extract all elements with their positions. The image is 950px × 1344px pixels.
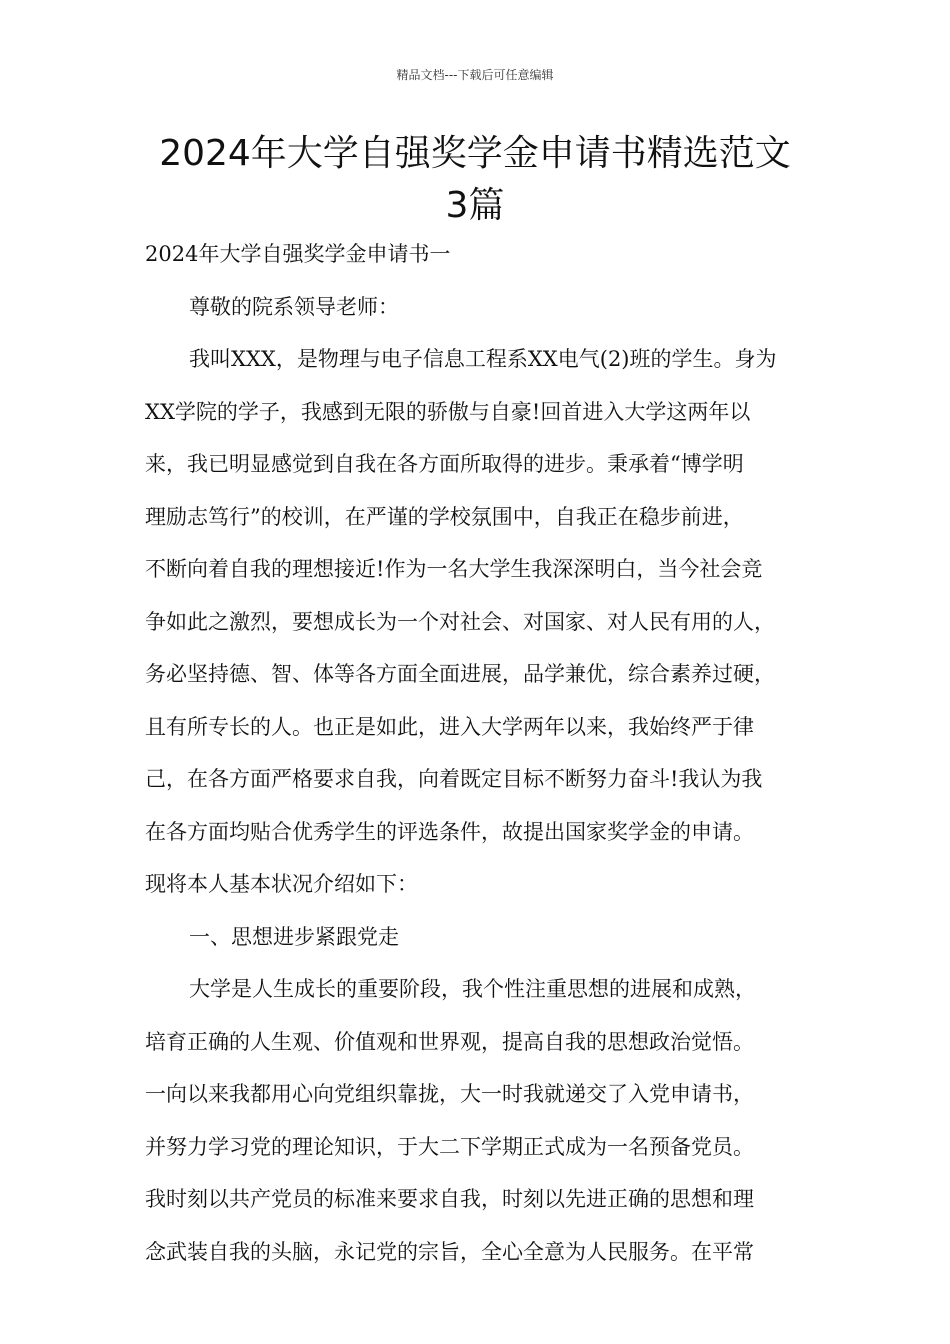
paragraph-line: 不断向着自我的理想接近!作为一名大学生我深深明白，当今社会竞 xyxy=(145,557,763,581)
document-body xyxy=(145,228,835,1278)
section-heading: 2024年大学自强奖学金申请书一 xyxy=(145,242,451,266)
paragraph-line: 一向以来我都用心向党组织靠拢，大一时我就递交了入党申请书， xyxy=(145,1082,754,1106)
paragraph-line: 并努力学习党的理论知识，于大二下学期正式成为一名预备党员。 xyxy=(145,1134,754,1159)
subsection-heading: 一、思想进步紧跟党走 xyxy=(189,924,399,949)
salutation: 尊敬的院系领导老师： xyxy=(189,294,399,319)
paragraph-line: 念武装自我的头脑，永记党的宗旨，全心全意为人民服务。在平常 xyxy=(145,1239,754,1264)
paragraph-line: XX学院的学子，我感到无限的骄傲与自豪!回首进入大学这两年以 xyxy=(145,399,751,424)
paragraph-line: 培育正确的人生观、价值观和世界观，提高自我的思想政治觉悟。 xyxy=(145,1029,754,1054)
paragraph-line: 务必坚持德、智、体等各方面全面进展，品学兼优，综合素养过硬， xyxy=(145,662,775,686)
title-line-1: 2024年大学自强奖学金申请书精选范文 xyxy=(159,133,791,174)
paragraph-line: 我时刻以共产党员的标准来要求自我，时刻以先进正确的思想和理 xyxy=(145,1187,754,1211)
paragraph-line: 我叫XXX，是物理与电子信息工程系XX电气(2)班的学生。身为 xyxy=(189,347,777,371)
document-title xyxy=(140,128,810,232)
paragraph-line: 大学是人生成长的重要阶段，我个性注重思想的进展和成熟， xyxy=(189,977,756,1001)
paragraph-line: 且有所专长的人。也正是如此，进入大学两年以来，我始终严于律 xyxy=(145,714,754,739)
page-header: 精品文档---下载后可任意编辑 xyxy=(396,68,554,82)
paragraph-line: 现将本人基本状况介绍如下： xyxy=(145,872,418,896)
paragraph-line: 己，在各方面严格要求自我，向着既定目标不断努力奋斗!我认为我 xyxy=(145,767,763,791)
paragraph-line: 来，我已明显感觉到自我在各方面所取得的进步。秉承着“博学明 xyxy=(145,452,744,476)
title-line-2: 3篇 xyxy=(445,185,505,226)
paragraph-line: 理励志笃行”的校训，在严谨的学校氛围中，自我正在稳步前进， xyxy=(145,504,744,529)
paragraph-line: 争如此之激烈，要想成长为一个对社会、对国家、对人民有用的人， xyxy=(145,609,775,634)
paragraph-line: 在各方面均贴合优秀学生的评选条件，故提出国家奖学金的申请。 xyxy=(145,819,754,844)
